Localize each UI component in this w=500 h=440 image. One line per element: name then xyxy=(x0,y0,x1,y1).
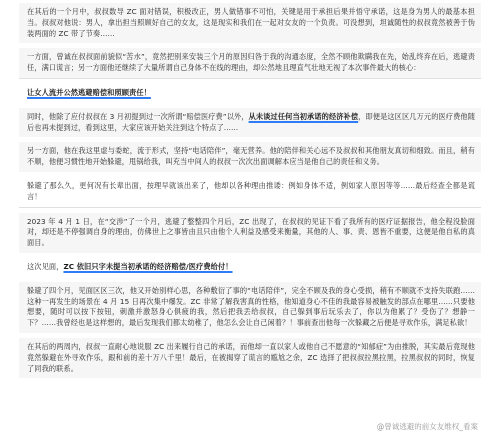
paragraph-7 xyxy=(19,282,481,333)
text-run: 坦诚随性的叔叔竟然被善于伪装两面的 ZC 带了节奏…… xyxy=(27,17,475,38)
paragraph-6 xyxy=(19,213,481,253)
text-run: 这次见面， xyxy=(27,261,64,271)
text-run: 在其后的一个月中，叔叔数导 ZC 面对错误，积极改正，男人做错事不可怕，关键是用于承担后果并悟守承诺，这是身为男人的最基本担当。叔叔对他说：男人，拿出担当照顾好自己的女友，这是现实和我们在一起对女友的一个负责。可没想到， xyxy=(27,7,475,27)
text-run: 在其后的两周内，叔叔一直耐心地说服 ZC 出来履行自己的承诺，而他却一直以家人或他自己不愿意的“知郁症”为由推脱，其实最后竟现他竟然躲避在外寻欢作乐，跟和前的差十万八千里！最后，在被揭穿了谎言的尴尬之余，ZC 选择了把叔叔拉黑拉黑，拉黑叔叔的同时，恢复了同我的联系。 xyxy=(27,341,475,373)
text-run: 2023 年 4 月 1 日，在“交涉”了一个月，逃避了整整四个月后，ZC 出现了，在叔叔的见证下看了我所有的医疗证据报告，他全程没脸面对，却还是不停强调自身的理由，仿佛世上之事皆由且只由他个人利益及感受来衡量，其他的人、事、责、恩皆不重要，这便是他自私的真面目。 xyxy=(27,216,475,248)
paragraph-3 xyxy=(19,108,481,138)
text-run: 一方面，曾诚在叔叔面前貌似“苦水”，竟然把别来安装三个月的原因归咎于我的沟通态度，全然不顾他欺瞒我在先，始乱终弃在后，逃避责任，满口谎言；另一方面他还继续了大量所谓自己身体不在线的理由，却公然地且理直气壮地无视了本次事件最大的核心： xyxy=(27,52,475,73)
paragraph-8 xyxy=(19,338,481,378)
heading-emphasis-2 xyxy=(19,258,481,277)
text-run: 同时，他除了应付叔叔在 3 月初提到过一次所谓“赔偿医疗费”以外， xyxy=(27,111,249,121)
heading-emphasis-1 xyxy=(19,84,481,103)
paragraph-2 xyxy=(19,48,481,79)
watermark-text: @曾诚逃避的前女友维权_看案 xyxy=(376,422,478,431)
paragraph-1 xyxy=(19,3,481,43)
text-run: 另一方面，他在我这里虚与委蛇，流于形式，坚持“电话陪伴”，毫无营养。他的陪伴和关心远不及叔叔和其他朋友真切和细致。而且，稍有不顺，他便习惯性地开始躲避，甩锅给我，叫充当中间人的叔叔一次次出面调解本应当是他自己的责任和义务。 xyxy=(27,146,475,167)
text-run: 让女人流并公然逃避赔偿和照顾责任！ xyxy=(27,87,151,97)
paragraph-4 xyxy=(19,142,481,172)
text-run: ZC 依旧只字未提当初承诺的经济赔偿/医疗费给付！ xyxy=(63,261,233,271)
text-run: ，即便是这区区几万元的医疗费他随后也再未提到过，看到这里，大家应该开始关注到这个特点了…… xyxy=(27,111,475,132)
text-run: 从未谈过任何当初承诺的经济补偿 xyxy=(248,111,359,121)
text-run: 躲避了四个月，见面区区三次，他又开始别样心思，各种敷衍了事的“电话陪伴”，完全不顾及我的身心受损，稍有不顺就不支持失联跑……这种一再发生的场景在 4 月 15 日再次集中爆发。ZC 非常了解我害真的性格，他知道身心不佳的我最容易被触发的部点在哪里……只要他想要，随时可以按下按钮，刺激并激怒身心俱疲的我，然后把我丢给叔叔，自己躲到事后玩乐去了，你以为他累了？受伤了？想静一下？……我曾经也是这样想的，最后发现我们都太幼稚了，他怎么会让自己闲着？！事前查出他每一次躲藏之后便是寻欢作乐，满足私欲！ xyxy=(27,285,475,328)
paragraph-5 xyxy=(19,177,481,208)
text-run: 躲避了那么久，更何况有长辈出面，按理早就该出来了，他却以各种理由推诿：例如身体不适，例如家人原因等等……最后经查全都是谎言！ xyxy=(27,180,475,201)
